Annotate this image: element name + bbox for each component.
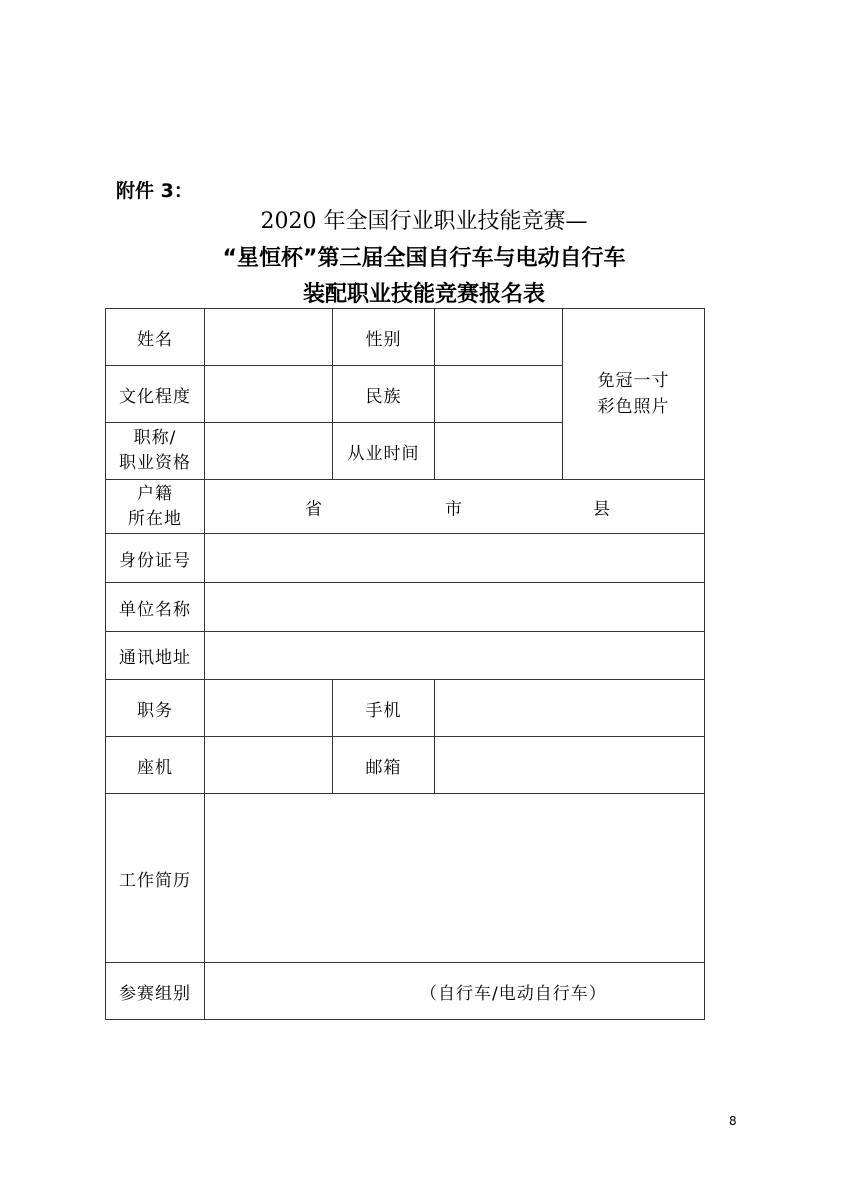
mobile-field[interactable]: [435, 680, 705, 737]
group-field[interactable]: （自行车/电动自行车）: [205, 963, 705, 1020]
resume-label: 工作简历: [106, 794, 205, 963]
id-number-label: 身份证号: [106, 534, 205, 583]
ethnicity-label: 民族: [333, 366, 435, 423]
form-row-company: [106, 583, 705, 632]
form-row-group: [106, 963, 705, 1020]
resume-field[interactable]: [205, 794, 705, 963]
landline-label: 座机: [106, 737, 205, 794]
gender-field[interactable]: [435, 309, 563, 366]
id-number-field[interactable]: [205, 534, 705, 583]
county-suffix: 县: [593, 499, 611, 519]
gender-label: 性别: [333, 309, 435, 366]
form-row-landline: [106, 737, 705, 794]
mobile-label: 手机: [333, 680, 435, 737]
professional-title-field[interactable]: [205, 423, 333, 480]
education-label: 文化程度: [106, 366, 205, 423]
household-label-line-1: 户籍: [137, 483, 173, 504]
form-row-resume: [106, 794, 705, 963]
photo-instruction-line-1: 免冠一寸: [597, 371, 670, 391]
professional-title-label-line-1: 职称/: [133, 428, 177, 448]
household-label-line-2: 所在地: [128, 508, 182, 529]
position-field[interactable]: [205, 680, 333, 737]
name-field[interactable]: [205, 309, 333, 366]
professional-title-label: [106, 423, 205, 480]
photo-box[interactable]: [563, 309, 705, 480]
ethnicity-field[interactable]: [435, 366, 563, 423]
address-label: 通讯地址: [106, 632, 205, 680]
name-label: 姓名: [106, 309, 205, 366]
position-label: 职务: [106, 680, 205, 737]
form-row-household: [106, 480, 705, 534]
email-label: 邮箱: [333, 737, 435, 794]
household-field[interactable]: [205, 480, 705, 534]
work-years-field[interactable]: [435, 423, 563, 480]
professional-title-label-line-2: 职业资格: [119, 453, 191, 473]
landline-field[interactable]: [205, 737, 333, 794]
household-label: [106, 480, 205, 534]
form-row-position: [106, 680, 705, 737]
page-title-line-2: “星恒杯”第三届全国自行车与电动自行车: [222, 246, 626, 271]
email-field[interactable]: [435, 737, 705, 794]
page-title-line-1: 2020 年全国行业职业技能竞赛—: [260, 209, 588, 234]
page-title-line-3: 装配职业技能竞赛报名表: [302, 282, 545, 307]
form-row-id: [106, 534, 705, 583]
form-row-name: [106, 309, 705, 366]
city-suffix: 市: [445, 499, 463, 519]
address-field[interactable]: [205, 632, 705, 680]
page-number: 8: [729, 1114, 737, 1128]
group-label: 参赛组别: [106, 963, 205, 1020]
education-field[interactable]: [205, 366, 333, 423]
company-field[interactable]: [205, 583, 705, 632]
company-label: 单位名称: [106, 583, 205, 632]
form-row-address: [106, 632, 705, 680]
province-suffix: 省: [305, 499, 323, 519]
attachment-label: 附件 3：: [116, 180, 193, 202]
photo-instruction-line-2: 彩色照片: [597, 397, 670, 417]
work-years-label: 从业时间: [333, 423, 435, 480]
registration-form: [105, 308, 705, 1020]
